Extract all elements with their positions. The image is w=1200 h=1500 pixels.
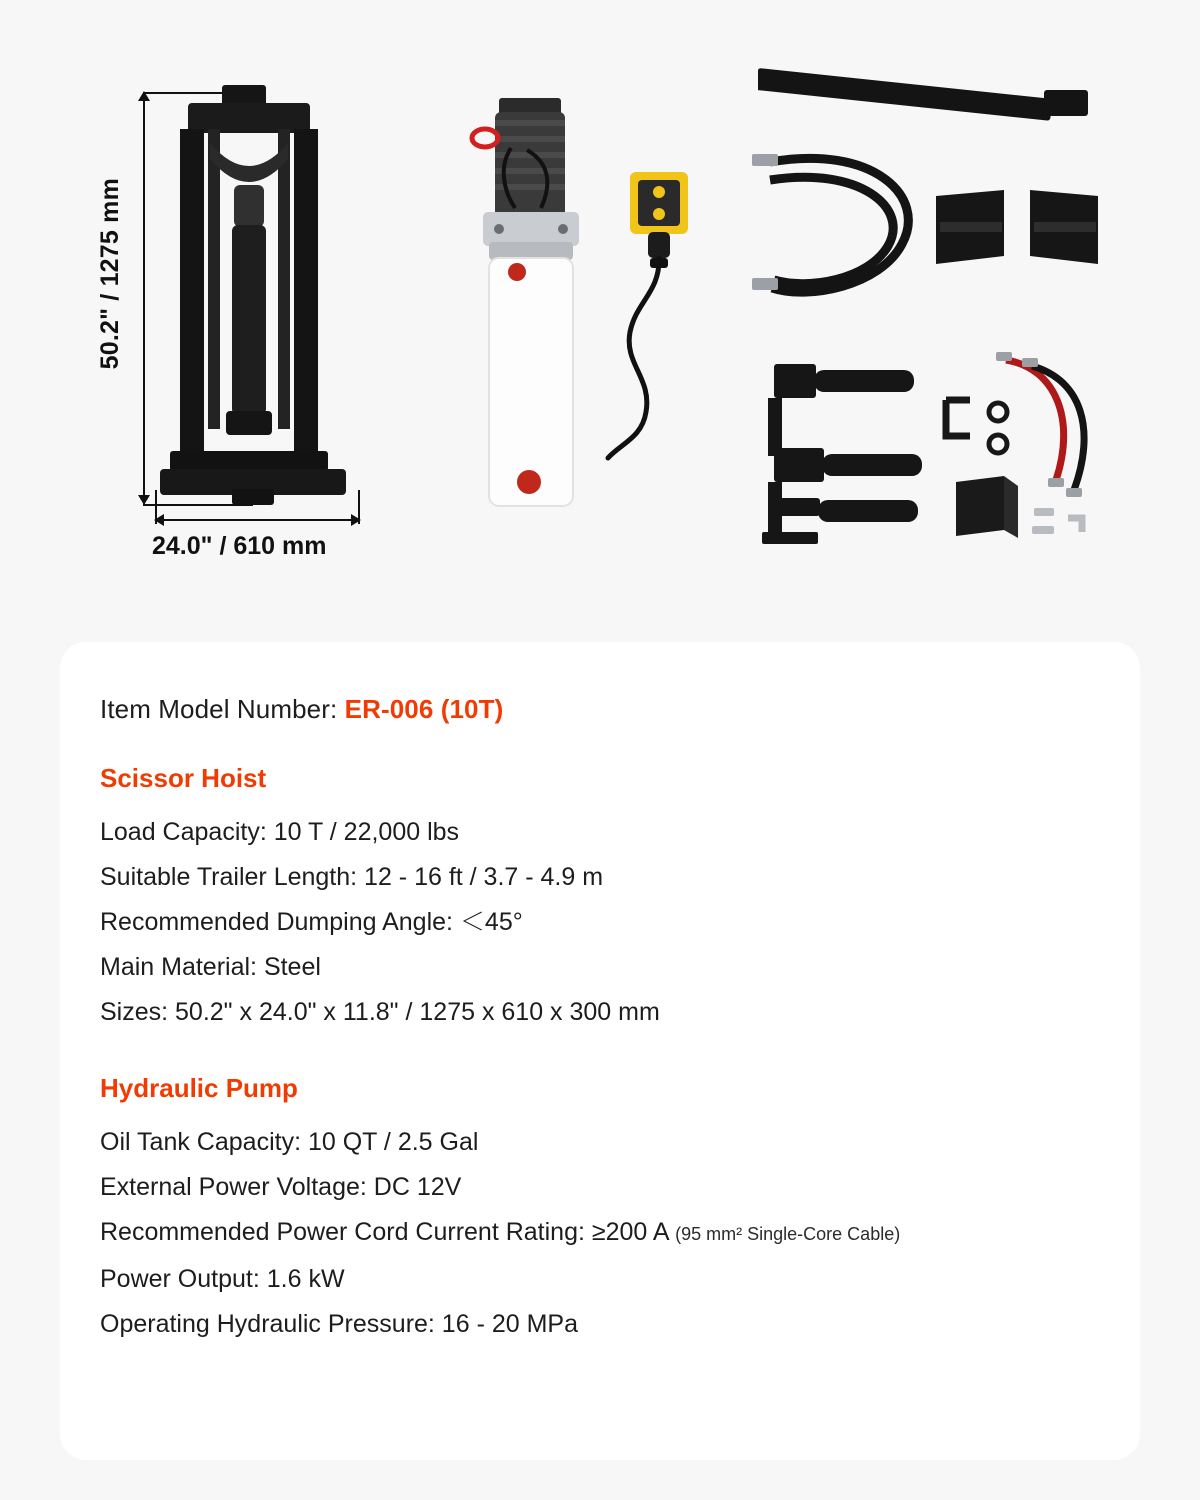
width-dimension-cap-left <box>155 490 157 524</box>
height-dimension-arrow <box>143 92 145 504</box>
section-title-scissor-hoist: Scissor Hoist <box>100 763 267 793</box>
spec-row-load-capacity: Load Capacity: 10 T / 22,000 lbs <box>100 818 460 846</box>
hardware-kit-image <box>936 340 1126 565</box>
pivot-pin-posts-image <box>762 356 932 562</box>
hydraulic-hose-image <box>752 148 922 310</box>
item-model-number <box>100 694 1084 725</box>
spec-row-trailer-length: Suitable Trailer Length: 12 - 16 ft / 3.7 - 4.9 m <box>100 863 604 891</box>
spec-row-sizes: Sizes: 50.2" x 24.0" x 11.8" / 1275 x 610 x 300 mm <box>100 998 660 1026</box>
mounting-brackets-image <box>930 186 1110 278</box>
spec-row-dumping-angle: Recommended Dumping Angle: ＜45° <box>100 908 523 936</box>
spec-row-power-voltage: External Power Voltage: DC 12V <box>100 1173 462 1201</box>
spec-row-main-material: Main Material: Steel <box>100 953 321 981</box>
current-rating-note: (95 mm² Single-Core Cable) <box>675 1224 901 1244</box>
model-label: Item Model Number: <box>100 694 338 724</box>
hydraulic-pump-image <box>455 90 615 550</box>
product-image-area <box>0 0 1200 620</box>
spec-row-oil-tank-capacity: Oil Tank Capacity: 10 QT / 2.5 Gal <box>100 1128 479 1156</box>
model-value: ER-006 (10T) <box>344 694 504 724</box>
lift-arm-bar-image <box>758 62 1088 122</box>
spec-row-operating-pressure: Operating Hydraulic Pressure: 16 - 20 MPa <box>100 1310 578 1338</box>
spec-row-current-rating <box>100 1210 1084 1257</box>
width-dimension-label: 24.0" / 610 mm <box>152 532 327 560</box>
specification-card <box>60 642 1140 1460</box>
remote-control-image <box>600 172 715 462</box>
height-dimension-label: 50.2" / 1275 mm <box>96 178 124 370</box>
spec-row-power-output: Power Output: 1.6 kW <box>100 1265 345 1293</box>
section-title-hydraulic-pump: Hydraulic Pump <box>100 1073 298 1103</box>
current-rating-text: Recommended Power Cord Current Rating: ≥200 A <box>100 1218 669 1246</box>
width-dimension-arrow <box>155 519 360 521</box>
scissor-hoist-image <box>160 85 370 510</box>
